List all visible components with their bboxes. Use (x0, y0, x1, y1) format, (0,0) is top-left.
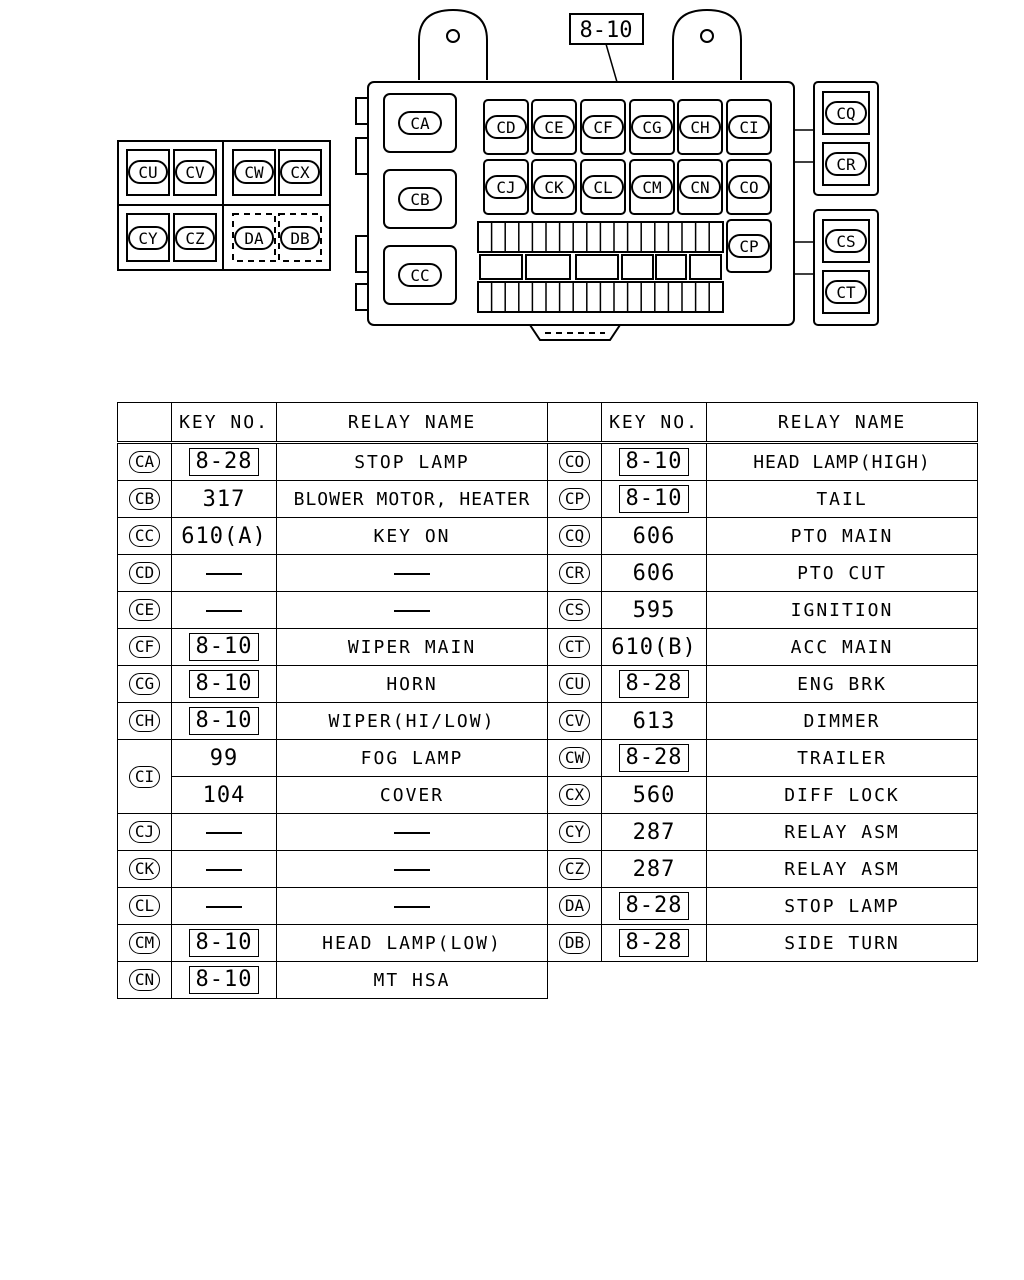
key-no-cell (602, 851, 707, 888)
empty-cell (548, 962, 602, 999)
relay-table (117, 402, 978, 999)
table-row (118, 666, 978, 703)
relay-name: TAIL (816, 488, 868, 510)
key-no: 8-10 (619, 448, 690, 476)
svg-text:CE: CE (544, 118, 564, 137)
key-no: 104 (202, 782, 246, 808)
header-code (118, 403, 172, 443)
relay-code: CH (129, 710, 160, 732)
relay-code-cell (548, 925, 602, 962)
relay-label-db (281, 227, 319, 249)
relay-label-cq (826, 102, 866, 124)
table-row (118, 851, 978, 888)
header-key-no: KEY NO. (172, 403, 277, 443)
relay-label-cc (399, 264, 441, 286)
svg-text:CZ: CZ (185, 229, 205, 248)
key-no: 8-10 (189, 633, 260, 661)
relay-code: CR (559, 562, 590, 584)
key-no: 317 (202, 486, 246, 512)
key-no: 8-10 (189, 670, 260, 698)
svg-text:CJ: CJ (496, 178, 516, 197)
relay-label-ct (826, 281, 866, 303)
table-row (118, 888, 978, 925)
relay-code-cell (118, 666, 172, 703)
relay-code: CT (559, 636, 590, 658)
svg-text:CB: CB (410, 190, 430, 209)
svg-text:CV: CV (185, 163, 205, 182)
table-row (118, 814, 978, 851)
relay-name: DIMMER (803, 710, 881, 732)
key-no-cell (602, 629, 707, 666)
svg-text:CY: CY (138, 229, 158, 248)
key-no-cell (172, 518, 277, 555)
relay-name: MT HSA (373, 969, 451, 991)
relay-name-cell (277, 555, 548, 592)
key-no-cell (172, 740, 277, 777)
key-no-cell (172, 814, 277, 851)
relay-code: CF (129, 636, 160, 658)
relay-code-cell (118, 555, 172, 592)
svg-text:CW: CW (244, 163, 264, 182)
relay-label-ce (534, 116, 574, 138)
relay-label-cu (129, 161, 167, 183)
table-row (118, 592, 978, 629)
header-relay-name: RELAY NAME (707, 403, 978, 443)
relay-name-cell (707, 888, 978, 925)
relay-name: HEAD LAMP(LOW) (322, 932, 502, 954)
relay-code: CG (129, 673, 160, 695)
relay-code-cell (548, 703, 602, 740)
relay-code-cell (548, 888, 602, 925)
key-no-cell (602, 666, 707, 703)
relay-code: CN (129, 969, 160, 991)
relay-name: WIPER(HI/LOW) (328, 710, 496, 732)
relay-code: CV (559, 710, 590, 732)
svg-text:CL: CL (593, 178, 613, 197)
relay-code: DA (559, 895, 590, 917)
relay-code-cell (118, 443, 172, 481)
key-no: 8-28 (619, 892, 690, 920)
relay-code: CE (129, 599, 160, 621)
table-row (118, 518, 978, 555)
relay-name: PTO MAIN (790, 525, 894, 547)
table-row (118, 703, 978, 740)
relay-name-cell (707, 814, 978, 851)
relay-name-cell (277, 592, 548, 629)
relay-code: CD (129, 562, 160, 584)
relay-code: CS (559, 599, 590, 621)
relay-label-cz (176, 227, 214, 249)
empty-dash (206, 906, 242, 908)
key-no-cell (172, 925, 277, 962)
relay-code-cell (118, 592, 172, 629)
relay-code: CA (129, 451, 160, 473)
svg-text:CM: CM (642, 178, 662, 197)
key-no-cell (602, 814, 707, 851)
key-no-cell (602, 740, 707, 777)
svg-text:CX: CX (290, 163, 310, 182)
relay-name: STOP LAMP (784, 895, 900, 917)
relay-name: WIPER MAIN (347, 636, 477, 658)
key-no: 287 (632, 819, 676, 845)
relay-code-cell (118, 925, 172, 962)
key-no-cell (172, 592, 277, 629)
relay-name-cell (277, 518, 548, 555)
key-no: 8-10 (189, 966, 260, 994)
relay-name: FOG LAMP (360, 747, 464, 769)
relay-name-cell (707, 925, 978, 962)
relay-code-cell (118, 481, 172, 518)
relay-code: CX (559, 784, 590, 806)
relay-name-cell (277, 481, 548, 518)
relay-name-cell (277, 629, 548, 666)
key-no: 8-28 (619, 929, 690, 957)
relay-code-cell (548, 814, 602, 851)
key-no: 610(B) (611, 634, 697, 660)
relay-table-container (117, 402, 978, 999)
relay-name: SIDE TURN (784, 932, 900, 954)
relay-code: CQ (559, 525, 590, 547)
relay-name-cell (707, 851, 978, 888)
key-no: 610(A) (181, 523, 267, 549)
relay-name-cell (277, 666, 548, 703)
key-no-cell (602, 888, 707, 925)
relay-code: CW (559, 747, 590, 769)
svg-text:CF: CF (593, 118, 613, 137)
empty-dash (206, 610, 242, 612)
relay-name-cell (277, 777, 548, 814)
table-row (118, 740, 978, 777)
svg-text:CR: CR (836, 155, 856, 174)
relay-name-cell (707, 443, 978, 481)
relay-name: TRAILER (797, 747, 887, 769)
relay-name-cell (277, 925, 548, 962)
empty-cell (707, 962, 978, 999)
empty-dash (206, 832, 242, 834)
relay-code: CI (129, 766, 160, 788)
key-no-cell (172, 666, 277, 703)
svg-text:CH: CH (690, 118, 710, 137)
key-no: 606 (632, 523, 676, 549)
key-no-cell (602, 592, 707, 629)
empty-dash (394, 573, 430, 575)
key-no-cell (602, 443, 707, 481)
relay-code: CM (129, 932, 160, 954)
relay-code: CO (559, 451, 590, 473)
relay-name-cell (707, 518, 978, 555)
svg-text:CG: CG (642, 118, 662, 137)
key-no-cell (172, 481, 277, 518)
relay-code: CC (129, 525, 160, 547)
relay-name: ENG BRK (797, 673, 887, 695)
relay-name-cell (707, 777, 978, 814)
key-no-cell (172, 703, 277, 740)
relay-name-cell (707, 666, 978, 703)
relay-label-da (235, 227, 273, 249)
relay-label-cf (583, 116, 623, 138)
key-no-cell (172, 443, 277, 481)
svg-text:CI: CI (739, 118, 759, 137)
relay-name-cell (707, 740, 978, 777)
relay-name: COVER (379, 784, 445, 806)
relay-code-cell (548, 740, 602, 777)
relay-code: DB (559, 932, 590, 954)
relay-name-cell (707, 592, 978, 629)
key-no: 613 (632, 708, 676, 734)
svg-text:CT: CT (836, 283, 856, 302)
relay-code: CB (129, 488, 160, 510)
key-no: 8-10 (619, 485, 690, 513)
relay-name-cell (277, 814, 548, 851)
key-no: 595 (632, 597, 676, 623)
relay-code-cell (548, 666, 602, 703)
key-no: 606 (632, 560, 676, 586)
svg-text:CP: CP (739, 237, 759, 256)
relay-label-cw (235, 161, 273, 183)
relay-label-ch (680, 116, 720, 138)
relay-name-cell (277, 851, 548, 888)
key-no: 287 (632, 856, 676, 882)
relay-code-cell (118, 814, 172, 851)
header-key-no: KEY NO. (602, 403, 707, 443)
relay-code: CL (129, 895, 160, 917)
terminal-strip (478, 222, 723, 312)
table-row (118, 443, 978, 481)
relay-code-cell (548, 443, 602, 481)
mounting-lug-left (419, 10, 487, 80)
relay-code-cell (548, 555, 602, 592)
table-row (118, 962, 978, 999)
header-relay-name: RELAY NAME (277, 403, 548, 443)
relay-name: RELAY ASM (784, 821, 900, 843)
svg-text:8-10: 8-10 (579, 18, 633, 43)
relay-code-cell (548, 592, 602, 629)
relay-code: CK (129, 858, 160, 880)
relay-code-cell (548, 481, 602, 518)
relay-label-cv (176, 161, 214, 183)
empty-dash (394, 906, 430, 908)
relay-code-cell (548, 629, 602, 666)
relay-label-cx (281, 161, 319, 183)
relay-label-ci (729, 116, 769, 138)
table-header-row (118, 403, 978, 443)
relay-label-cr (826, 153, 866, 175)
svg-text:DA: DA (244, 229, 264, 248)
relay-name: BLOWER MOTOR, HEATER (293, 488, 531, 510)
relay-name: HORN (386, 673, 438, 695)
empty-cell (602, 962, 707, 999)
relay-label-cl (583, 176, 623, 198)
relay-name: PTO CUT (797, 562, 887, 584)
table-row (118, 555, 978, 592)
relay-label-ck (534, 176, 574, 198)
relay-code-cell (118, 740, 172, 814)
relay-code: CY (559, 821, 590, 843)
reference-label (570, 14, 643, 82)
key-no-cell (172, 851, 277, 888)
key-no: 8-10 (189, 707, 260, 735)
table-row (118, 925, 978, 962)
empty-dash (394, 832, 430, 834)
relay-label-co (729, 176, 769, 198)
relay-label-cg (632, 116, 672, 138)
relay-code-cell (118, 962, 172, 999)
relay-name-cell (277, 888, 548, 925)
header-code (548, 403, 602, 443)
relay-name: HEAD LAMP(HIGH) (753, 451, 931, 473)
key-no: 8-10 (189, 929, 260, 957)
relay-name: KEY ON (373, 525, 451, 547)
key-no-cell (602, 555, 707, 592)
relay-label-cp (729, 235, 769, 257)
relay-code-cell (118, 851, 172, 888)
relay-code-cell (548, 851, 602, 888)
empty-dash (394, 869, 430, 871)
empty-dash (206, 573, 242, 575)
relay-code: CJ (129, 821, 160, 843)
relay-name-cell (277, 962, 548, 999)
svg-text:CS: CS (836, 232, 856, 251)
key-no-cell (172, 888, 277, 925)
key-no-cell (602, 518, 707, 555)
relay-name-cell (707, 703, 978, 740)
relay-code-cell (118, 888, 172, 925)
relay-label-cy (129, 227, 167, 249)
key-no-cell (602, 925, 707, 962)
svg-text:CQ: CQ (836, 104, 856, 123)
relay-code-cell (548, 777, 602, 814)
relay-label-ca (399, 112, 441, 134)
svg-text:CU: CU (138, 163, 158, 182)
key-no-cell (172, 629, 277, 666)
relay-code: CZ (559, 858, 590, 880)
relay-name-cell (707, 555, 978, 592)
relay-code: CU (559, 673, 590, 695)
key-no-cell (172, 555, 277, 592)
svg-text:CO: CO (739, 178, 759, 197)
mounting-lug-right (673, 10, 741, 80)
relay-name: DIFF LOCK (784, 784, 900, 806)
key-no-cell (172, 777, 277, 814)
relay-box-diagram (0, 0, 1024, 400)
empty-dash (394, 610, 430, 612)
relay-name: IGNITION (790, 599, 894, 621)
relay-name-cell (277, 443, 548, 481)
relay-name-cell (707, 629, 978, 666)
svg-text:CA: CA (410, 114, 430, 133)
key-no-cell (172, 962, 277, 999)
key-no: 8-28 (189, 448, 260, 476)
relay-code-cell (118, 518, 172, 555)
key-no: 99 (209, 745, 239, 771)
svg-text:CD: CD (496, 118, 516, 137)
relay-name-cell (277, 740, 548, 777)
relay-name-cell (277, 703, 548, 740)
relay-label-cd (486, 116, 526, 138)
relay-name: ACC MAIN (790, 636, 894, 658)
relay-code-cell (118, 703, 172, 740)
svg-text:CK: CK (544, 178, 564, 197)
relay-code-cell (118, 629, 172, 666)
relay-name: STOP LAMP (354, 451, 470, 473)
svg-text:CN: CN (690, 178, 710, 197)
relay-label-cs (826, 230, 866, 252)
relay-label-cb (399, 188, 441, 210)
key-no-cell (602, 481, 707, 518)
key-no: 8-28 (619, 744, 690, 772)
key-no-cell (602, 777, 707, 814)
relay-code-cell (548, 518, 602, 555)
svg-text:CC: CC (410, 266, 430, 285)
key-no: 560 (632, 782, 676, 808)
relay-name: RELAY ASM (784, 858, 900, 880)
relay-label-cj (486, 176, 526, 198)
key-no: 8-28 (619, 670, 690, 698)
table-row (118, 481, 978, 518)
svg-text:DB: DB (290, 229, 310, 248)
relay-label-cn (680, 176, 720, 198)
empty-dash (206, 869, 242, 871)
relay-name-cell (707, 481, 978, 518)
relay-code: CP (559, 488, 590, 510)
relay-label-cm (632, 176, 672, 198)
table-row (118, 777, 978, 814)
table-row (118, 629, 978, 666)
key-no-cell (602, 703, 707, 740)
